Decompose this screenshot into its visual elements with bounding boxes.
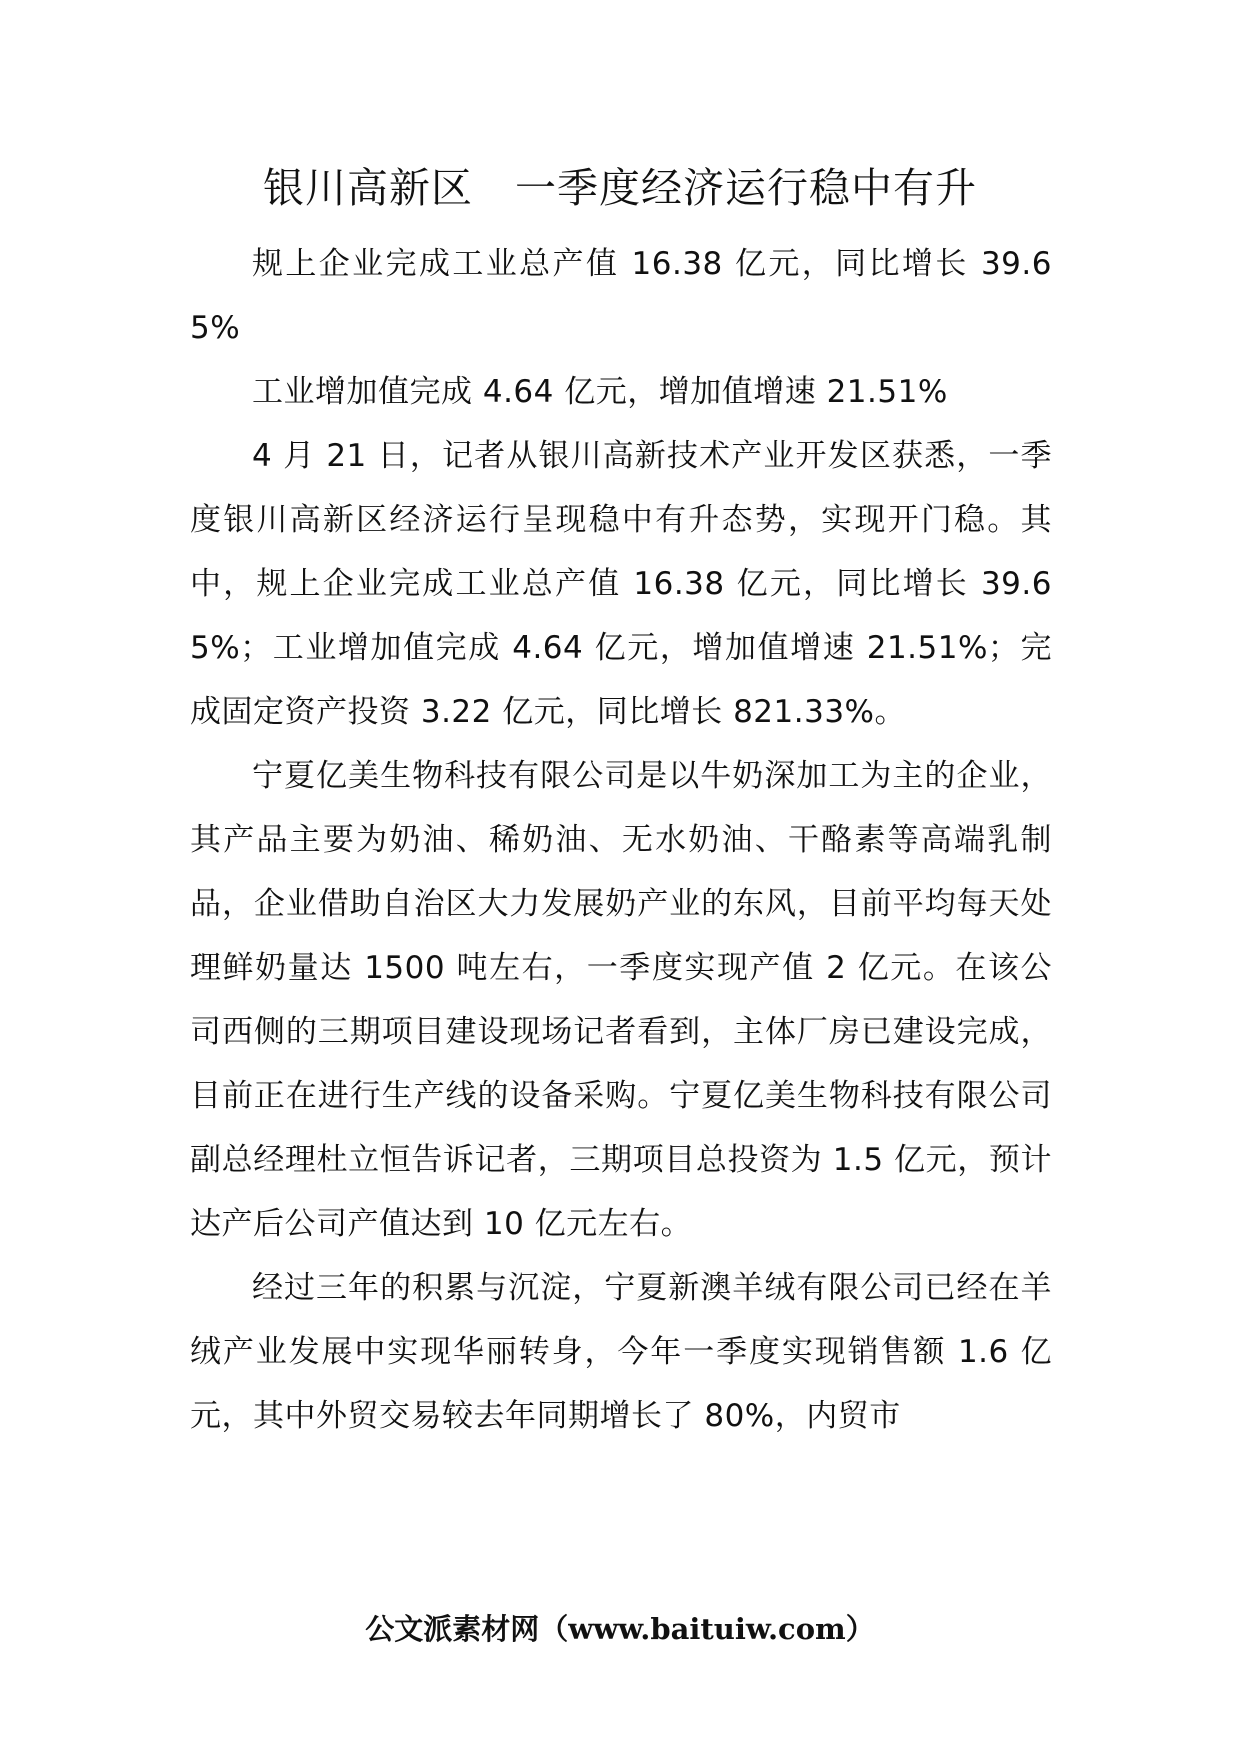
source-watermark-footer: 公文派素材网（www.baituiw.com）	[365, 1612, 875, 1646]
paragraph-subtitle-1: 规上企业完成工业总产值 16.38 亿元，同比增长 39.65%	[190, 246, 1052, 346]
paragraph-subtitle-2: 工业增加值完成 4.64 亿元，增加值增速 21.51%	[252, 374, 948, 410]
paragraph-overview: 4 月 21 日，记者从银川高新技术产业开发区获悉，一季度银川高新区经济运行呈现稳中有升态势，实现开门稳。其中，规上企业完成工业总产值 16.38 亿元，同比增长 39.65%；工业增加值完成 4.64 亿元，增加值增速 21.51%；完成固定资产投资 3.22 亿元，同比增长 821.33%。	[190, 438, 1052, 730]
paragraph-xinao-company: 经过三年的积累与沉淀，宁夏新澳羊绒有限公司已经在羊绒产业发展中实现华丽转身，今年一季度实现销售额 1.6 亿元，其中外贸交易较去年同期增长了 80%，内贸市	[190, 1270, 1052, 1434]
paragraph-yimei-company: 宁夏亿美生物科技有限公司是以牛奶深加工为主的企业，其产品主要为奶油、稀奶油、无水奶油、干酪素等高端乳制品，企业借助自治区大力发展奶产业的东风，目前平均每天处理鲜奶量达 1500 吨左右，一季度实现产值 2 亿元。在该公司西侧的三期项目建设现场记者看到，主体厂房已建设完成，目前正在进行生产线的设备采购。宁夏亿美生物科技有限公司副总经理杜立恒告诉记者，三期项目总投资为 1.5 亿元，预计达产后公司产值达到 10 亿元左右。	[190, 758, 1052, 1242]
document-body	[190, 232, 1052, 1448]
document-title: 银川高新区 一季度经济运行稳中有升	[263, 164, 977, 212]
